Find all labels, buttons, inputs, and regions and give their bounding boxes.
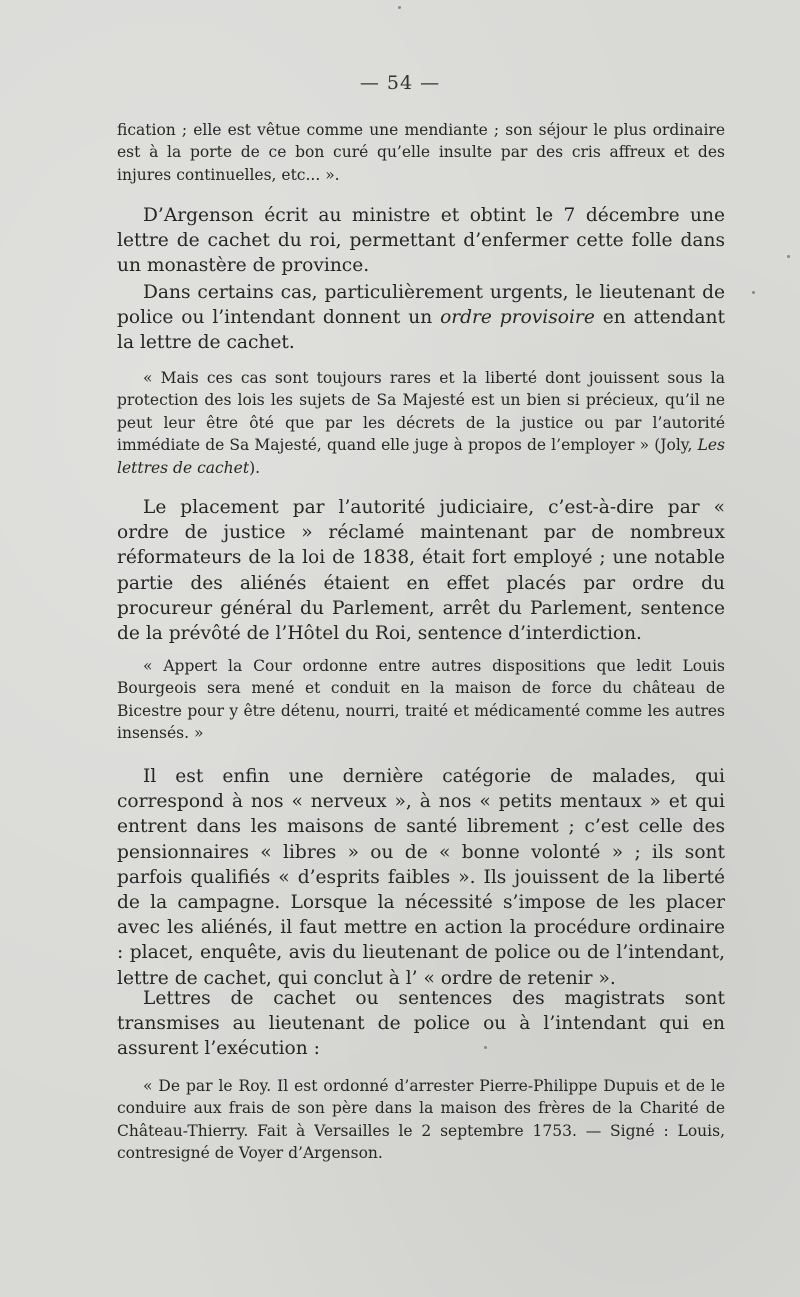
paragraph-pensionnaires: Il est enfin une dernière catégorie de malades, qui correspond à nos « nerveux », à nos « petits mentaux » et qui entrent dans les maisons de santé librement ; c’est celle des pensionnaires « libres » ou de « bonne volonté » ; ils sont parfois qualifiés « d’esprits faibles ». Ils jouissent de la liberté de la campagne. Lorsque la nécessité s’impose de les placer avec les aliénés, il faut mettre en action la procédure ordinaire : placet, enquête, avis du lieutenant de police ou de l’intendant, lettre de cachet, qui conclut à l’ « ordre de retenir ». — [117, 766, 725, 989]
paragraph-ordre-provisoire — [117, 280, 725, 356]
paragraph-quote-continuation: fication ; elle est vêtue comme une mendiante ; son séjour le plus ordinaire est à la porte de ce bon curé qu’elle insulte par des cris affreux et des injures continuelles, etc... ». — [117, 121, 725, 184]
italic-emphasis: ordre provisoire — [440, 307, 595, 329]
paper-speck — [787, 255, 790, 258]
paragraph-placement-judiciaire: Le placement par l’autorité judiciaire, c’est-à-dire par « ordre de justice » réclamé maintenant par de nombreux réformateurs de la loi de 1838, était fort employé ; une notable partie des aliénés étaient en effet placés par ordre du procureur général du Parlement, arrêt du Parlement, sentence de la prévôté de l’Hôtel du Roi, sentence d’interdiction. — [117, 497, 725, 645]
paragraph-joly-quote — [117, 367, 725, 479]
paragraph-text: Dans certains cas, particulièrement urgents, le lieutenant de police ou l’intendant donnent un — [117, 282, 725, 329]
paragraph-cour-quote: « Appert la Cour ordonne entre autres dispositions que ledit Louis Bourgeois sera mené et conduit en la maison de force du château de Bicestre pour y être détenu, nourri, traité et médicamenté comme les autres insensés. » — [117, 657, 725, 743]
paragraph-text: ). — [249, 458, 261, 477]
paragraph-roy-quote: « De par le Roy. Il est ordonné d’arrester Pierre-Philippe Dupuis et de le conduire aux frais de son père dans la maison des frères de la Charité de Château-Thierry. Fait à Versailles le 2 septembre 1753. — Signé : Louis, contresigné de Voyer d’Argenson. — [117, 1077, 725, 1163]
paper-speck — [752, 291, 755, 294]
paper-speck — [398, 6, 401, 9]
paragraph-argenson: D’Argenson écrit au ministre et obtint le 7 décembre une lettre de cachet du roi, permettant d’enfermer cette folle dans un monastère de province. — [117, 205, 725, 277]
page-number: — 54 — — [359, 72, 441, 94]
paragraph-text: en attendant la lettre de cachet. — [117, 307, 725, 354]
paragraph-text: « Mais ces cas sont toujours rares et la liberté dont jouissent sous la protection des lois les sujets de Sa Majesté est un bien si précieux, qu’il ne peut leur être ôté que par les décrets de la justice ou par l’autorité immédiate de Sa Majesté, quand elle juge à propos de l’employer » (Joly, — [117, 369, 725, 455]
italic-book-title: Les lettres de cachet — [117, 436, 725, 477]
paper-speck — [484, 1046, 487, 1049]
paragraph-lettres-de-cachet: Lettres de cachet ou sentences des magistrats sont transmises au lieutenant de police ou à l’intendant qui en assurent l’exécution : — [117, 988, 725, 1060]
